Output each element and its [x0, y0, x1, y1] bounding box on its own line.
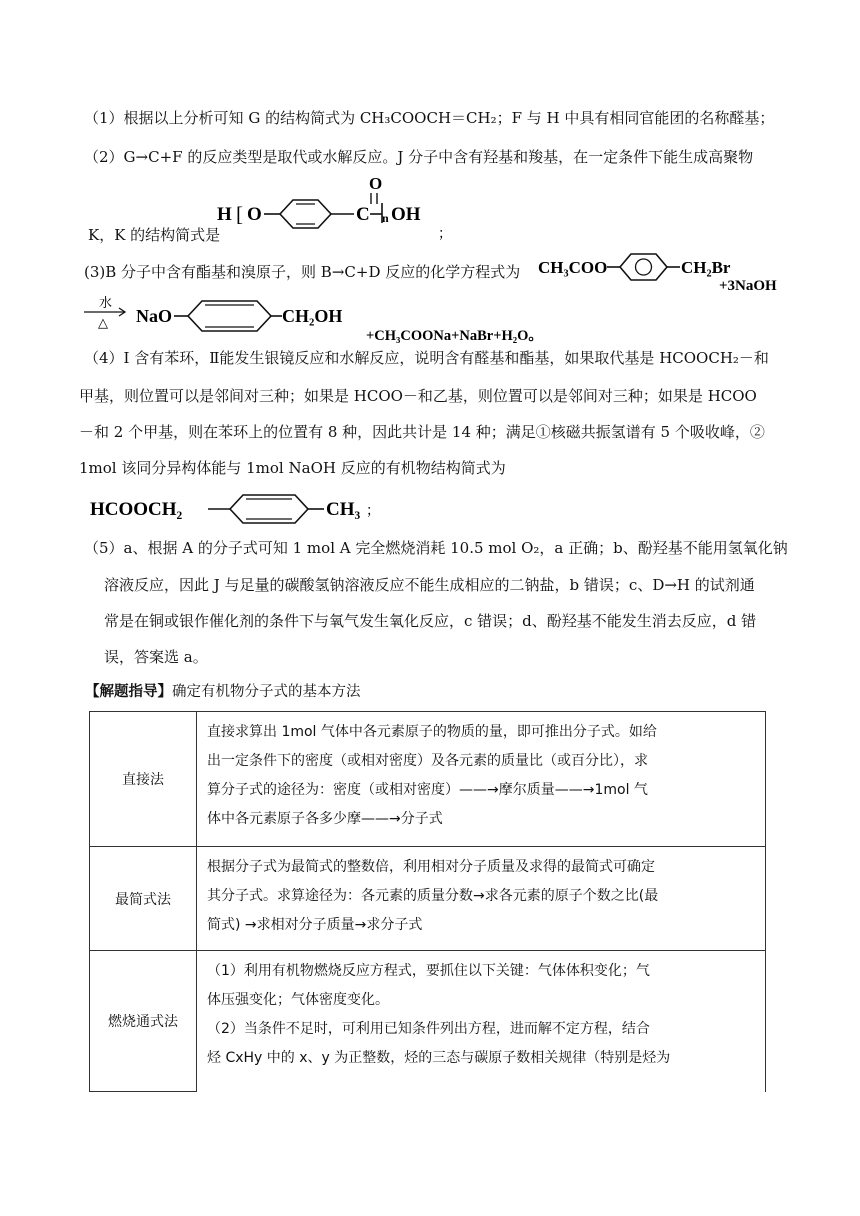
answer-line-3: K，K 的结构简式是 — [88, 226, 221, 244]
tip-text: 确定有机物分子式的基本方法 — [172, 684, 361, 700]
method-desc-line: 简式) →求相对分子质量→求分子式 — [207, 917, 423, 933]
answer-line-6: 甲基，则位置可以是邻间对三种；如果是 HCOO－和乙基，则位置可以是邻间对三种；如果是 HCOO — [79, 387, 757, 405]
reactant-right-label: CH₂Br — [681, 258, 731, 277]
answer-line-2: （2）G→C+F 的反应类型是取代或水解反应。J 分子中含有羟基和羧基，在一定条件下能生成高聚物 — [84, 148, 754, 166]
polymer-k-structure — [216, 174, 452, 242]
table-row — [90, 951, 766, 1092]
polymer-c-label: C — [356, 204, 370, 225]
polymer-tail: ； — [438, 227, 452, 242]
polymer-o-label: O — [247, 204, 262, 225]
method-desc-line: 烃 CxHy 中的 x、y 为正整数，烃的三态与碳原子数相关规律（特别是烃为 — [207, 1050, 671, 1066]
answer-line-1: （1）根据以上分析可知 G 的结构简式为 CH₃COOCH＝CH₂；F 与 H 中具有相同官能团的名称醛基； — [84, 109, 775, 127]
method-desc-line: 体压强变化；气体密度变化。 — [207, 992, 389, 1008]
answer-line-5: （4）I 含有苯环，Ⅱ能发生银镜反应和水解反应，说明含有醛基和酯基，如果取代基是 HCOOCH₂－和 — [84, 349, 769, 367]
arrow-top-label: 水 — [99, 295, 113, 310]
product-right-label: CH₂OH — [282, 306, 343, 326]
method-name: 最简式法 — [90, 847, 197, 951]
polymer-oh-label: OH — [391, 204, 421, 225]
isomer-tail: ； — [366, 504, 380, 519]
answer-line-10: 溶液反应，因此 J 与足量的碳酸氢钠溶液反应不能生成相应的二钠盐，b 错误；c、D→H 的试剂通 — [104, 576, 755, 594]
method-description — [197, 712, 766, 847]
table-row — [90, 847, 766, 951]
isomer-structure — [90, 490, 390, 526]
tip-heading — [85, 682, 361, 702]
method-description — [197, 847, 766, 951]
polymer-h-label: H — [217, 204, 232, 225]
arrow-bottom-label: △ — [98, 315, 108, 330]
method-desc-line: 体中各元素原子各多少摩——→分子式 — [207, 811, 443, 827]
product-rest: +CH₃COONa+NaBr+H₂O。 — [366, 328, 543, 344]
method-description — [197, 951, 766, 1092]
answer-line-9: （5）a、根据 A 的分子式可知 1 mol A 完全燃烧消耗 10.5 mol O₂，a 正确；b、酚羟基不能用氢氧化钠 — [84, 539, 788, 557]
product-equation — [84, 293, 564, 343]
polymer-bracket: [ — [236, 202, 243, 226]
table-row — [90, 712, 766, 847]
benzene-ring — [620, 254, 667, 280]
product-left-label: NaO — [136, 306, 172, 326]
answer-line-4: (3)B 分子中含有酯基和溴原子，则 B→C+D 反应的化学方程式为 — [84, 263, 521, 281]
tip-label: 【解题指导】 — [85, 683, 172, 700]
answer-line-8: 1mol 该同分异构体能与 1mol NaOH 反应的有机物结构简式为 — [79, 459, 506, 477]
isomer-left-label: HCOOCH₂ — [90, 499, 183, 520]
method-desc-line: 根据分子式为最简式的整数倍，利用相对分子质量及求得的最简式可确定 — [207, 859, 655, 875]
method-desc-line: （1）利用有机物燃烧反应方程式，要抓住以下关键：气体体积变化；气 — [207, 963, 650, 979]
isomer-right-label: CH₃ — [326, 499, 361, 520]
method-desc-line: 出一定条件下的密度（或相对密度）及各元素的质量比（或百分比），求 — [207, 753, 648, 769]
method-desc-line: 其分子式。求算途径为：各元素的质量分数→求各元素的原子个数之比(最 — [207, 888, 659, 904]
answer-line-11: 常是在铜或银作催化剂的条件下与氧气发生氧化反应，c 错误；d、酚羟基不能发生消去反应，d 错 — [104, 612, 757, 630]
method-desc-line: 算分子式的途径为：密度（或相对密度）——→摩尔质量——→1mol 气 — [207, 782, 648, 798]
reactant-b-structure — [538, 248, 792, 292]
reactant-left-label: CH₃COO — [538, 258, 608, 277]
answer-line-7: －和 2 个甲基，则在苯环上的位置有 8 种，因此共计是 14 种；满足①核磁共振氢谱有 5 个吸收峰，② — [79, 423, 765, 441]
method-desc-line: 直接求算出 1mol 气体中各元素原子的物质的量，即可推出分子式。如给 — [207, 724, 657, 740]
carbonyl-o-label: O — [369, 174, 383, 193]
method-name: 直接法 — [90, 712, 197, 847]
method-table — [89, 711, 766, 1092]
method-name: 燃烧通式法 — [90, 951, 197, 1092]
method-desc-line: （2）当条件不足时，可利用已知条件列出方程，进而解不定方程，结合 — [207, 1021, 650, 1037]
reactant-plus-naoh: +3NaOH — [719, 278, 777, 294]
polymer-n-subscript: n — [382, 211, 389, 225]
answer-line-12: 误，答案选 a。 — [104, 648, 208, 666]
